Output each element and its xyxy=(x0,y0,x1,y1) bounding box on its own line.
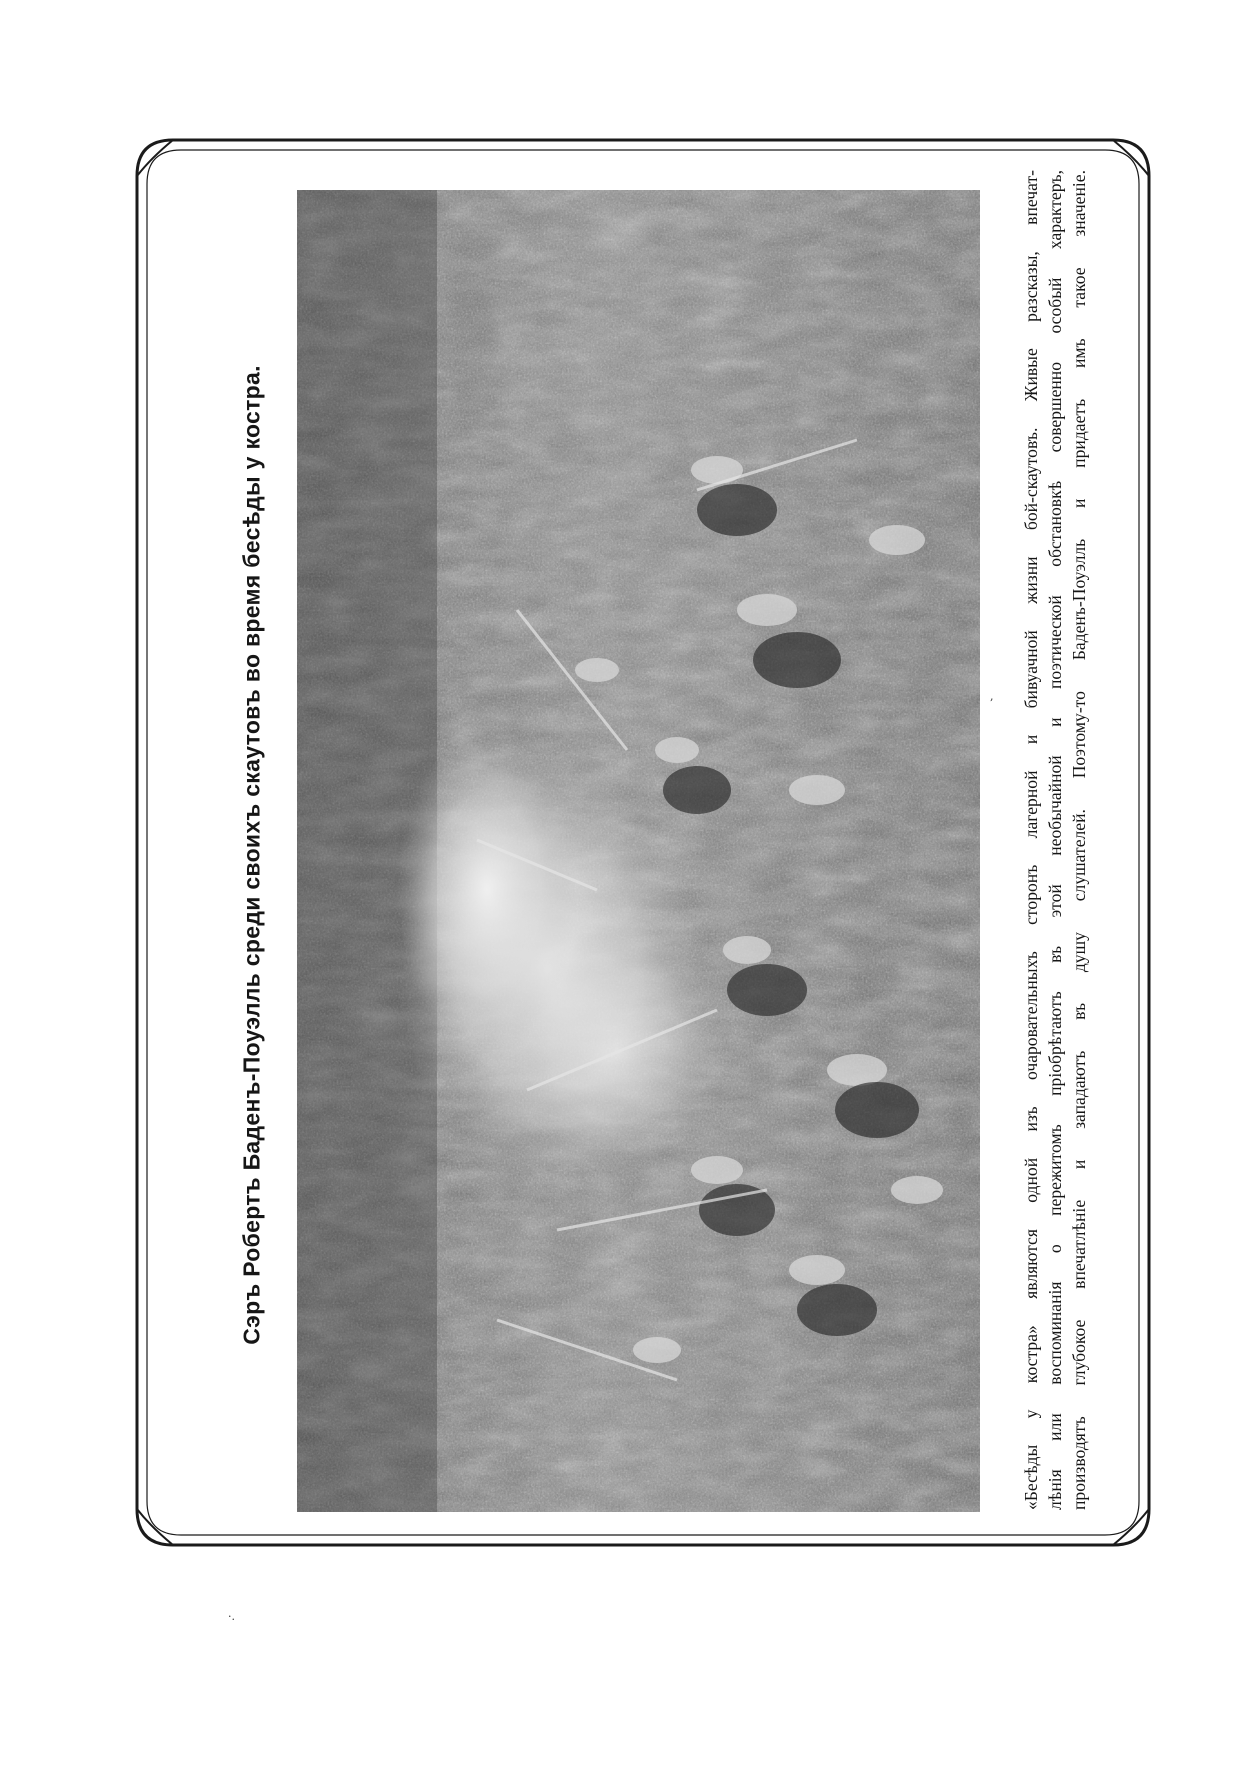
caption-line: «Бесѣды у костра» являются одной изъ очаровательныхъ сторонъ лагерной и бивуачной жизни бой-скаутовъ. Живые разсказы, впечат- xyxy=(1021,170,1041,1510)
photograph xyxy=(297,190,980,1512)
photo-caption xyxy=(1019,170,1091,1510)
photo-caption-block xyxy=(1000,170,1110,1510)
halftone-photograph-icon xyxy=(297,190,980,1512)
print-speck: , xyxy=(990,690,994,703)
caption-title-block xyxy=(214,360,290,1350)
caption-line: производятъ глубокое впечатлѣніе и западаютъ въ душу слушателей. Поэтому-то Баденъ-Поуэлль и придаетъ имъ такое значеніе. xyxy=(1069,170,1089,1510)
caption-line: лѣнія или воспоминанія о пережитомъ пріобрѣтаютъ въ этой необычайной и поэтической обстановкѣ совершенно особый характеръ, xyxy=(1045,170,1065,1510)
print-speck: ·. xyxy=(228,1610,235,1623)
page-title: Сэръ Робертъ Баденъ-Поуэлль среди своихъ скаутовъ во время бесѣды у костра. xyxy=(238,365,265,1345)
